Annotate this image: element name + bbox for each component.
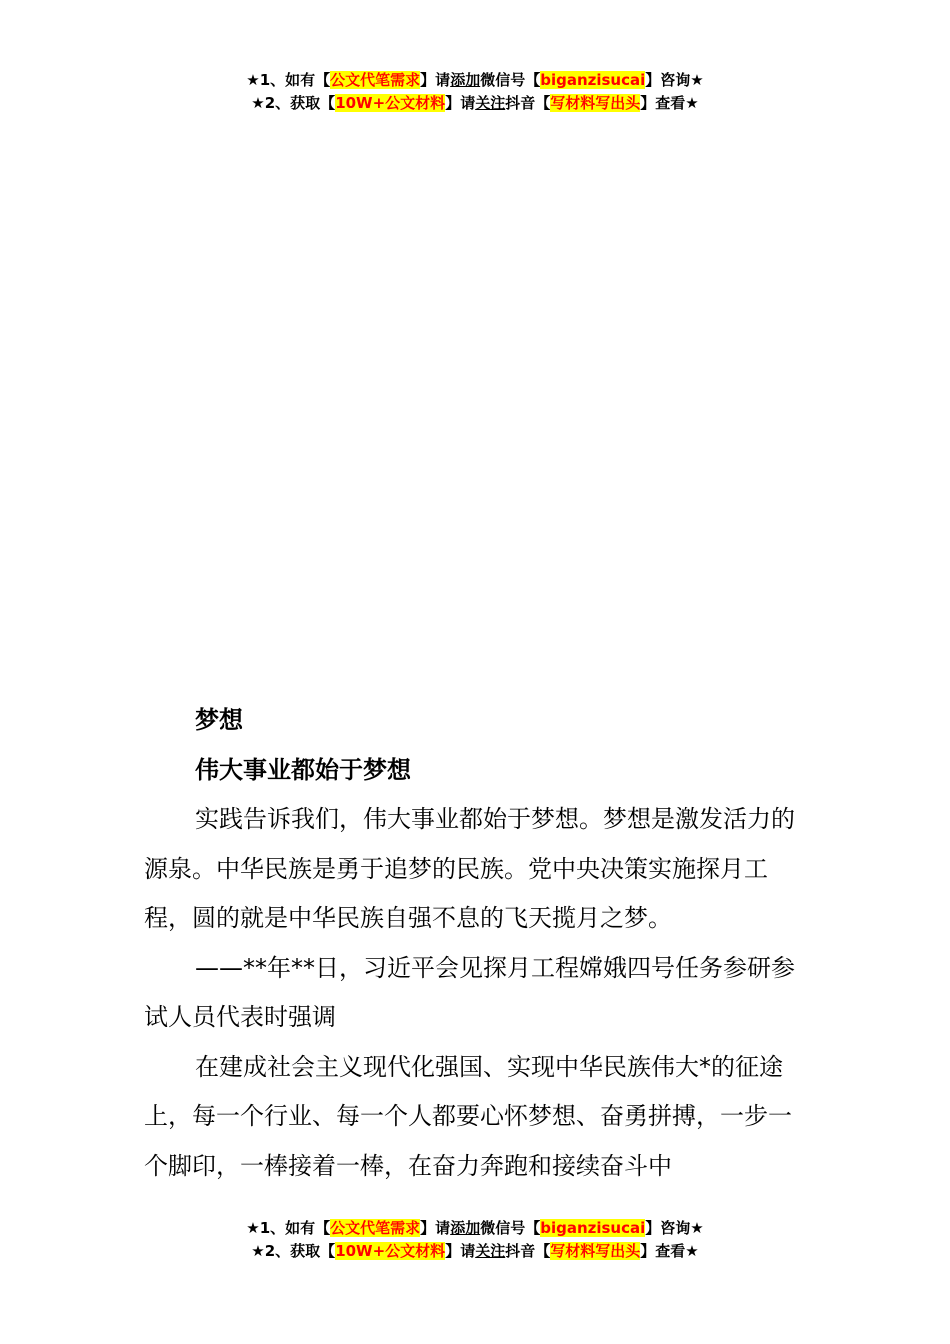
banner-text: 抖音【 [505,1242,551,1260]
banner-text: 】请 [445,1242,476,1260]
banner-line-1 [0,69,950,92]
quote-attribution: ——**年**日，习近平会见探月工程嫦娥四号任务参研参试人员代表时强调 [144,953,795,1031]
banner-underlined-text: 添加 [450,71,481,89]
banner-text: ★1、如有【 [246,1219,331,1237]
banner-line-1 [0,1217,950,1240]
banner-underlined-text: 添加 [450,1219,481,1237]
banner-highlight: 公文代笔需求 [330,71,421,89]
header-banner [0,69,950,115]
banner-highlight: 10W+公文材料 [335,1242,446,1260]
banner-text: 】请 [420,71,451,89]
banner-text: 微信号【 [480,71,541,89]
banner-text: 】请 [420,1219,451,1237]
banner-text: 】咨询★ [645,71,704,89]
banner-text: 抖音【 [505,94,551,112]
banner-text: ★2、获取【 [251,1242,336,1260]
footer-banner [0,1217,950,1263]
banner-text: ★2、获取【 [251,94,336,112]
body-paragraph: 在建成社会主义现代化强国、实现中华民族伟大*的征途上，每一个行业、每一个人都要心怀梦想、奋勇拼搏，一步一个脚印，一棒接着一棒，在奋力奔跑和接续奋斗中 [144,1052,792,1180]
document-body [144,696,809,1191]
subsection-heading: 伟大事业都始于梦想 [195,755,411,784]
body-paragraph: 实践告诉我们，伟大事业都始于梦想。梦想是激发活力的源泉。中华民族是勇于追梦的民族。党中央决策实施探月工程，圆的就是中华民族自强不息的飞天揽月之梦。 [144,805,795,932]
banner-text: 】咨询★ [645,1219,704,1237]
banner-highlight: 10W+公文材料 [335,94,446,112]
banner-highlight: biganzisucai [540,71,646,89]
section-heading: 梦想 [195,706,243,734]
banner-text: ★1、如有【 [246,71,331,89]
banner-underlined-text: 关注 [475,1242,506,1260]
banner-highlight: 写材料写出头 [550,1242,641,1260]
banner-line-2 [0,92,950,115]
banner-line-2 [0,1240,950,1263]
banner-highlight: 写材料写出头 [550,94,641,112]
banner-text: 】查看★ [640,94,699,112]
banner-underlined-text: 关注 [475,94,506,112]
banner-text: 】请 [445,94,476,112]
banner-highlight: 公文代笔需求 [330,1219,421,1237]
banner-text: 】查看★ [640,1242,699,1260]
banner-highlight: biganzisucai [540,1219,646,1237]
banner-text: 微信号【 [480,1219,541,1237]
